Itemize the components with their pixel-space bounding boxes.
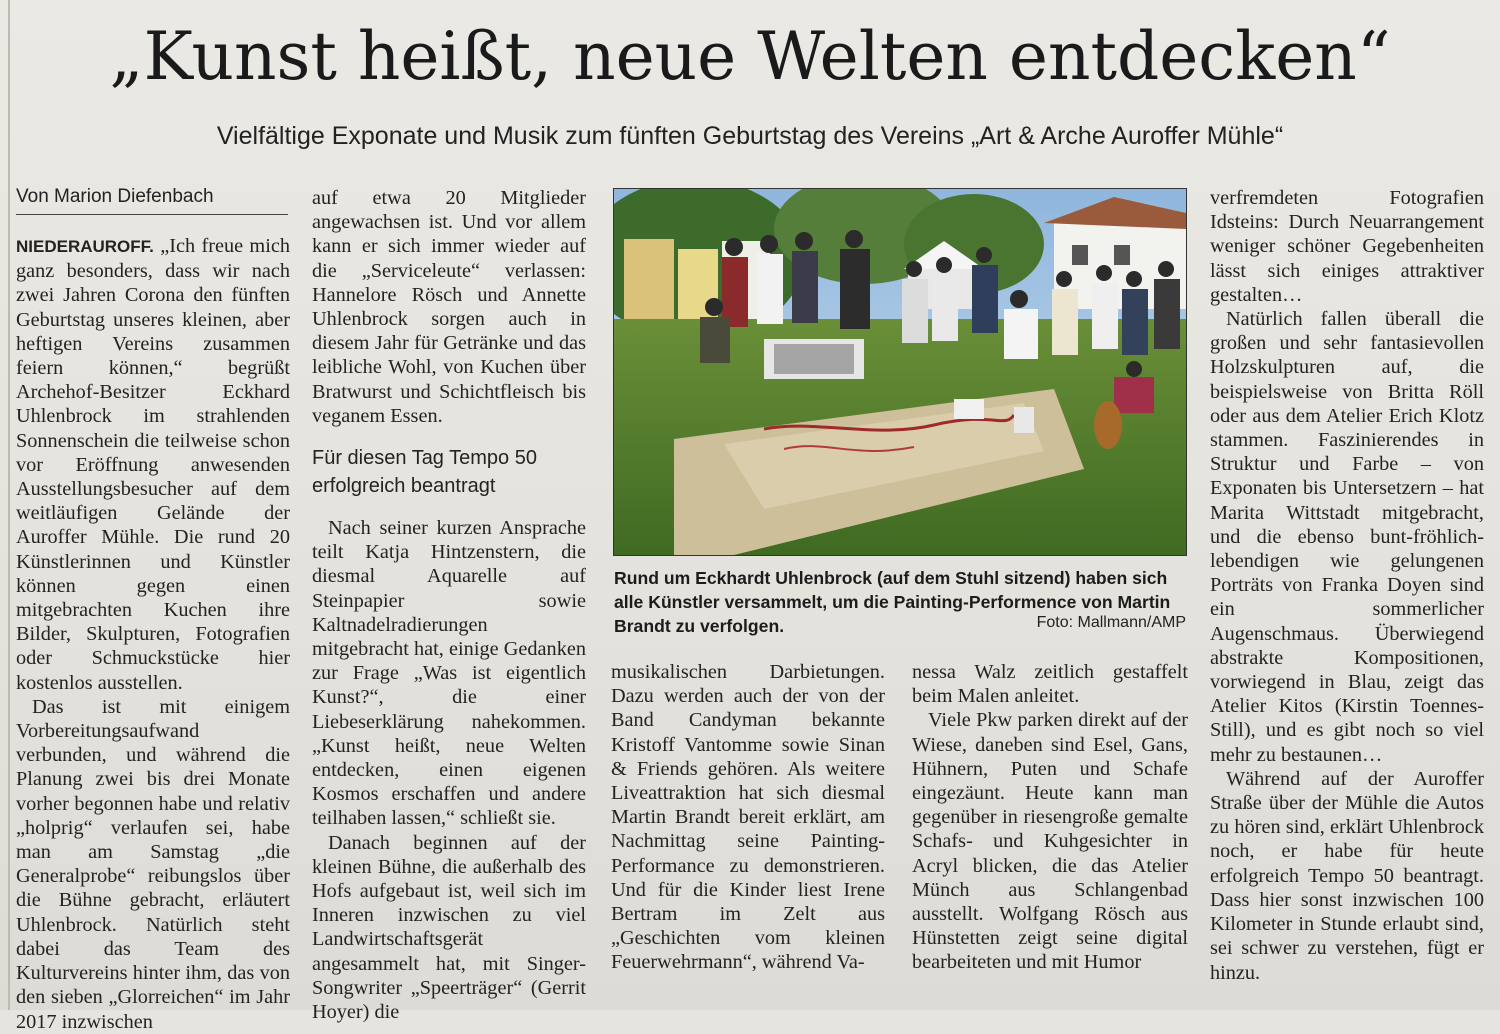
photo-credit: Foto: Mallmann/AMP	[1036, 614, 1186, 631]
byline: Von Marion Diefenbach	[16, 186, 288, 215]
column-3	[611, 660, 885, 975]
photo-caption: Rund um Eckhardt Uhlenbrock (auf dem Stuhl sitzend) haben sich alle Künstler versammelt, um die Painting-Performence von Martin Brandt zu verfolgen.	[614, 568, 1171, 636]
crosshead: Für diesen Tag Tempo 50 erfolgreich beantragt	[312, 447, 537, 498]
col1-para-1	[16, 234, 290, 695]
photo-illustration	[614, 189, 1186, 555]
col5-para-3: Während auf der Auroffer Straße über der Mühle die Autos zu hören sind, erklärt Uhlenbrock noch, er habe für heute erfolgreich Tempo 50 beantragt. Dass hier sonst inzwischen 100 Kilometer in Stunde erlaubt sind, sei schwer zu verstehen, fügt er hinzu.	[1210, 767, 1484, 984]
page-fold	[8, 0, 10, 1010]
dateline: NIEDERAUROFF.	[16, 237, 154, 256]
headline: „Kunst heißt, neue Welten entdecken“	[109, 18, 1391, 95]
col2-para-2: Nach seiner kurzen Ansprache teilt Katja Hintzenstern, die diesmal Aquarelle auf Steinpapier sowie Kaltnadelradierungen mitgebracht hat, einige Gedanken zur Frage „Was ist eigentlich Kunst?“, die einer Liebeserklärung nahekommen. „Kunst heißt, neue Welten entdecken, einen eigenen Kosmos erschaffen und andere teilhaben lassen,“ schließt sie.	[312, 517, 586, 830]
col2-para-3: Danach beginnen auf der kleinen Bühne, die außerhalb des Hofs aufgebaut ist, weil sich im Inneren inzwischen zu viel Landwirtschaftsgerät angesammelt hat, mit Singer-Songwriter „Speerträger“ (Gerrit Hoyer) die	[312, 831, 586, 1024]
column-5	[1210, 186, 1484, 985]
subheadline: Vielfältige Exponate und Musik zum fünften Geburtstag des Vereins „Art & Arche Auroffer Mühle“	[216, 122, 1284, 150]
column-1	[16, 234, 290, 1034]
col5-para-1: verfremdeten Fotografien Idsteins: Durch Neuarrangement weniger schöner Gegebenheiten lässt sich einiges attraktiver gestalten…	[1210, 187, 1484, 306]
article-photo	[613, 188, 1187, 556]
col5-para-2: Natürlich fallen überall die großen und sehr fantasievollen Holzskulpturen auf, die beispielsweise von Britta Röll oder aus dem Atelier Erich Klotz stammen. Faszinierendes in Struktur und Farbe – von Exponaten bis Untersetzern – hat Marita Wittstadt mitgebracht, und die ebenso bunt-fröhlich-lebendigen wie gelungenen Porträts von Franka Doyen sind ein sommerlicher Augenschmaus. Überwiegend abstrakte Kompositionen, vorwiegend in Blau, zeigt das Atelier Kitos (Kirstin Toennes-Still), und es gibt noch so viel mehr zu bestaunen…	[1210, 308, 1484, 766]
col1-para-2: Das ist mit einigem Vorbereitungsaufwand verbunden, und während die Planung zwei bis drei Monate vorher begonnen habe und relativ „holprig“ verlaufen sei, habe man am Samstag „die Generalprobe“ reibungslos über die Bühne gebracht, erläutert Uhlenbrock. Natürlich steht dabei das Team des Kulturvereins hinter ihm, das von den sieben „Glorreichen“ im Jahr 2017 inzwischen	[16, 695, 290, 1033]
col4-para-1: nessa Walz zeitlich gestaffelt beim Malen anleitet.	[912, 661, 1188, 708]
col2-para-1: auf etwa 20 Mitglieder angewachsen ist. Und vor allem kann er sich immer wieder auf die „Serviceleute“ verlassen: Hannelore Rösch und Annette Uhlenbrock sorgen auch in diesem Jahr für Getränke und das leibliche Wohl, von Kuchen über Bratwurst und Schichtfleisch bis veganem Essen.	[312, 187, 586, 427]
col1-para-1-text: „Ich freue mich ganz besonders, dass wir nach zwei Jahren Corona den fünften Geburtstag unseres kleinen, aber heftigen Vereins zusammen feiern können,“ begrüßt Archehof-Besitzer Eckhard Uhlenbrock im strahlenden Sonnenschein die teilweise schon vor Eröffnung anwesenden Ausstellungsbesucher auf dem weitläufigen Gelände der Auroffer Mühle. Die rund 20 Künstlerinnen und Künstler können gegen einen mitgebrachten Kuchen ihre Bilder, Skulpturen, Fotografien oder Schmuckstücke hier kostenlos ausstellen.	[16, 235, 290, 694]
column-4	[912, 660, 1188, 975]
column-2	[312, 186, 586, 1024]
col4-para-2: Viele Pkw parken direkt auf der Wiese, daneben sind Esel, Gans, Hühnern, Puten und Schafe eingezäunt. Heute kann man gegenüber in riesengroße gemalte Schafs- und Kuhgesichter in Acryl blicken, die das Atelier Münch aus Schlangenbad ausstellt. Wolfgang Rösch aus Hünstetten zeigt seine digital bearbeiteten und mit Humor	[912, 709, 1188, 974]
col3-para-1: musikalischen Darbietungen. Dazu werden auch der von der Band Candyman bekannte Kristoff Vantomme sowie Sinan & Friends gehören. Als weitere Liveattraktion hat sich diesmal Martin Brandt bereit erklärt, am Nachmittag seine Painting-Performance zu demonstrieren. Und für die Kinder liest Irene Bertram im Zelt aus „Geschichten vom kleinen Feuerwehrmann“, während Va-	[611, 661, 885, 974]
